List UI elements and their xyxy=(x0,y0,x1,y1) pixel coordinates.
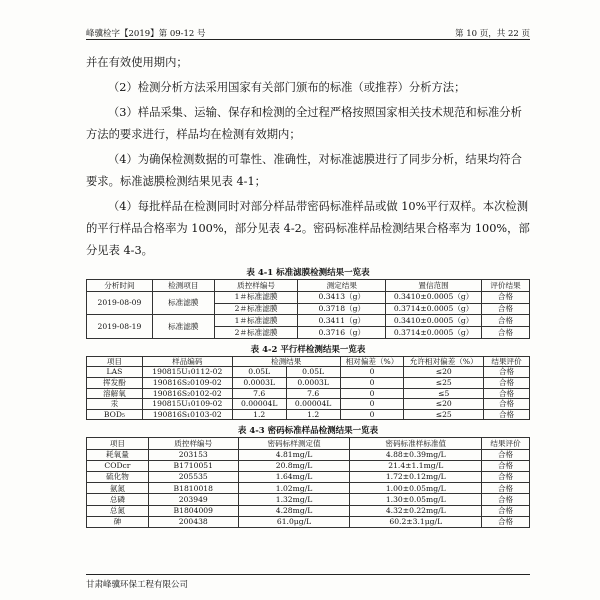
table-cell: 1.72±0.12mg/L xyxy=(350,472,482,483)
table-cell: 0.3411（g） xyxy=(298,315,386,327)
table-cell: 合格 xyxy=(484,378,530,389)
table-caption: 表 4-1 标准滤膜检测结果一览表 xyxy=(246,268,370,278)
parallel-sample-table xyxy=(86,356,530,420)
table-cell: ≤20 xyxy=(404,399,484,410)
table-cell: 1.64mg/L xyxy=(238,472,350,483)
table-cell: 合格 xyxy=(482,303,530,315)
table-row xyxy=(87,409,530,420)
table-cell: 4.28mg/L xyxy=(238,505,350,516)
table-cell: 合格 xyxy=(482,472,530,483)
paragraph: （3）样品采集、运输、保存和检测的全过程严格按照国家相关技术规范和标准分析方法的要求进行，样品均在检测有效期内； xyxy=(86,106,522,141)
table-cell: 2＃标准滤膜 xyxy=(214,303,298,315)
table-cell: 7.6 xyxy=(232,388,286,399)
reference-sample-table xyxy=(86,437,530,528)
table-cell: BOD₅ xyxy=(87,409,143,420)
analysis-date: 2019-08-19 xyxy=(87,315,153,339)
page-footer xyxy=(86,574,530,590)
table-cell: 合格 xyxy=(482,483,530,494)
table-cell: 0 xyxy=(340,378,404,389)
table-cell: B1804009 xyxy=(148,505,238,516)
table-header-row xyxy=(87,356,530,367)
table-header-row xyxy=(87,280,530,292)
column-header: 密码标样测定值 xyxy=(238,438,350,449)
table-caption: 表 4-2 平行样检测结果一览表 xyxy=(250,344,366,355)
table-cell: 合格 xyxy=(484,367,530,378)
table-row xyxy=(87,505,530,516)
filter-membrane-table xyxy=(86,279,530,339)
table-cell: 0.0003L xyxy=(232,378,286,389)
table-cell: 0.0003L xyxy=(286,378,340,389)
table-cell: 合格 xyxy=(482,516,530,527)
column-header: 相对偏差（%） xyxy=(340,356,404,367)
parallel-sample-rows xyxy=(87,367,530,420)
table-cell: 合格 xyxy=(484,388,530,399)
table-cell: 硫化物 xyxy=(87,472,149,483)
report-number: 峰骥检字【2019】第 09-12 号 xyxy=(86,29,206,39)
table-cell: 0.00004L xyxy=(286,399,340,410)
table-row xyxy=(87,472,530,483)
table-cell: 190816S₂0102-02 xyxy=(142,388,232,399)
table-cell: 合格 xyxy=(482,460,530,471)
table-cell: 0.3410±0.0005（g） xyxy=(386,291,482,303)
table-cell: 203153 xyxy=(148,449,238,460)
table-cell: 0.05L xyxy=(232,367,286,378)
table-cell: LAS xyxy=(87,367,143,378)
table-row xyxy=(87,516,530,527)
table-cell: 0.3718（g） xyxy=(298,303,386,315)
table-cell: 耗氧量 xyxy=(87,449,149,460)
table-cell: 190815U₁0112-02 xyxy=(142,367,232,378)
table-cell: 4.32±0.22mg/L xyxy=(350,505,482,516)
table-cell: ≤5 xyxy=(404,388,484,399)
table-cell: 0.3413（g） xyxy=(298,291,386,303)
table-cell: 1＃标准滤膜 xyxy=(214,315,298,327)
table-row xyxy=(87,460,530,471)
table-cell: 4.88±0.39mg/L xyxy=(350,449,482,460)
table-cell: ≤25 xyxy=(404,378,484,389)
table-cell: 总氮 xyxy=(87,505,149,516)
table-cell: 合格 xyxy=(482,494,530,505)
column-header: 质控样编号 xyxy=(148,438,238,449)
table-row xyxy=(87,367,530,378)
table-cell: ≤25 xyxy=(404,409,484,420)
table-cell: 203949 xyxy=(148,494,238,505)
table-cell: 1.00±0.05mg/L xyxy=(350,483,482,494)
table-cell: 61.0μg/L xyxy=(238,516,350,527)
table-cell: 合格 xyxy=(482,327,530,339)
company-name: 甘肃峰骥环保工程有限公司 xyxy=(86,580,189,590)
table-cell: 1.30±0.05mg/L xyxy=(350,494,482,505)
column-header: 评价结果 xyxy=(482,280,530,292)
column-header: 置信范围 xyxy=(386,280,482,292)
analysis-date: 2019-08-09 xyxy=(87,291,153,315)
column-header: 结果评价 xyxy=(482,438,530,449)
table-cell: 合格 xyxy=(482,291,530,303)
column-header: 质控样编号 xyxy=(214,280,298,292)
table-row xyxy=(87,449,530,460)
table-cell: 0.05L xyxy=(286,367,340,378)
table-cell: 0.3714±0.0005（g） xyxy=(386,303,482,315)
table-cell: 0 xyxy=(340,388,404,399)
column-header: 结果评价 xyxy=(484,356,530,367)
table-cell: 挥发酚 xyxy=(87,378,143,389)
table-cell: 0 xyxy=(340,399,404,410)
column-header: 分析时间 xyxy=(87,280,153,292)
table-header-row xyxy=(87,438,530,449)
column-header: 检测结果 xyxy=(232,356,340,367)
table-cell: 总磷 xyxy=(87,494,149,505)
test-item: 标准滤膜 xyxy=(152,315,214,339)
table-cell: 0.3714±0.0005（g） xyxy=(386,327,482,339)
table-cell: 21.4±1.1mg/L xyxy=(350,460,482,471)
table-cell: 1＃标准滤膜 xyxy=(214,291,298,303)
column-header: 项目 xyxy=(87,356,143,367)
paragraph: （4）为确保检测数据的可靠性、准确性，对标准滤膜进行了同步分析，结果均符合要求。标准滤膜检测结果见表 4-1； xyxy=(86,153,522,188)
table-row xyxy=(87,399,530,410)
table-cell: 190815U₁0109-02 xyxy=(142,399,232,410)
table-cell: 合格 xyxy=(484,409,530,420)
table-cell: 205535 xyxy=(148,472,238,483)
table-row xyxy=(87,494,530,505)
table-cell: CODcr xyxy=(87,460,149,471)
table-row xyxy=(87,315,530,327)
table-cell: 汞 xyxy=(87,399,143,410)
paragraph: （4）每批样品在检测同时对部分样品带密码标准样品或做 10%平行双样。本次检测的平行样品合格率为 100%，部分见表 4-2。密码标准样品检测结果合格率为 100%，部分见表 4-3。 xyxy=(86,200,530,257)
table-row xyxy=(87,291,530,303)
table-cell: 合格 xyxy=(482,505,530,516)
table-cell: 0.3410±0.0005（g） xyxy=(386,315,482,327)
table-cell: 合格 xyxy=(484,399,530,410)
table-cell: B1810018 xyxy=(148,483,238,494)
paragraph: （2）检测分析方法采用国家有关部门颁布的标准（或推荐）分析方法； xyxy=(108,81,466,94)
table-cell: ≤20 xyxy=(404,367,484,378)
table-cell: 1.2 xyxy=(232,409,286,420)
column-header: 检测项目 xyxy=(152,280,214,292)
table-cell: 1.02mg/L xyxy=(238,483,350,494)
page-number: 第 10 页，共 22 页 xyxy=(455,29,530,39)
reference-sample-rows xyxy=(87,449,530,527)
table-cell: 0 xyxy=(340,367,404,378)
table-cell: 合格 xyxy=(482,449,530,460)
column-header: 测定结果 xyxy=(298,280,386,292)
column-header: 项目 xyxy=(87,438,149,449)
table-cell: 溶解氧 xyxy=(87,388,143,399)
paragraph: 并在有效使用期内； xyxy=(86,56,188,69)
table-row xyxy=(87,483,530,494)
table-cell: 砷 xyxy=(87,516,149,527)
table-cell: 20.8mg/L xyxy=(238,460,350,471)
table-cell: 190816S₂0109-02 xyxy=(142,378,232,389)
table-cell: 190816S₁0103-02 xyxy=(142,409,232,420)
table-cell: 0 xyxy=(340,409,404,420)
table-cell: 氨氮 xyxy=(87,483,149,494)
table-cell: 0.00004L xyxy=(232,399,286,410)
table-cell: 合格 xyxy=(482,315,530,327)
table-cell: 200438 xyxy=(148,516,238,527)
table-cell: 4.81mg/L xyxy=(238,449,350,460)
column-header: 允许相对偏差（%） xyxy=(404,356,484,367)
table-caption: 表 4-3 密码标准样品检测结果一览表 xyxy=(237,426,379,437)
table-cell: B1710051 xyxy=(148,460,238,471)
table-cell: 1.2 xyxy=(286,409,340,420)
table-row xyxy=(87,378,530,389)
test-item: 标准滤膜 xyxy=(152,291,214,315)
page-header xyxy=(86,26,530,40)
table-cell: 0.3716（g） xyxy=(298,327,386,339)
table-cell: 1.32mg/L xyxy=(238,494,350,505)
table-cell: 2＃标准滤膜 xyxy=(214,327,298,339)
column-header: 样品编码 xyxy=(142,356,232,367)
document-body xyxy=(86,52,530,528)
table-cell: 7.6 xyxy=(286,388,340,399)
table-row xyxy=(87,388,530,399)
table-cell: 60.2±3.1μg/L xyxy=(350,516,482,527)
column-header: 密码标准样标准值 xyxy=(350,438,482,449)
